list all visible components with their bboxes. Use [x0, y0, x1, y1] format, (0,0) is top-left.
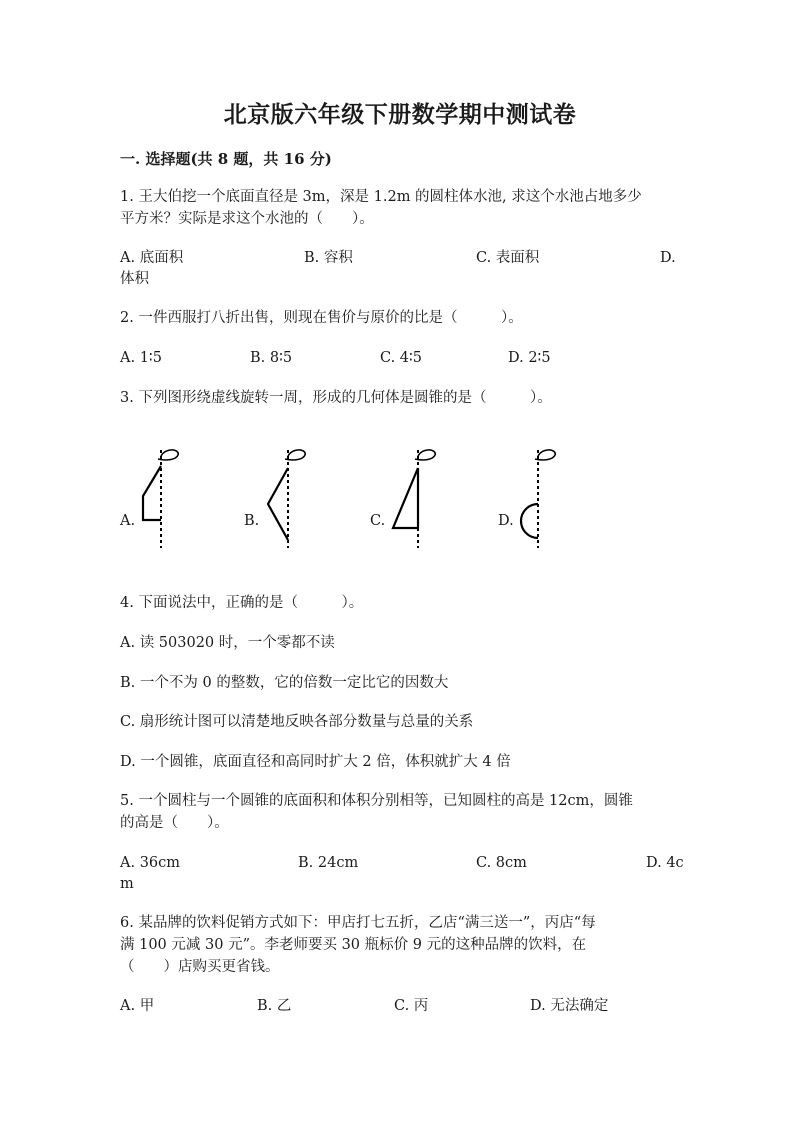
page-title: 北京版六年级下册数学期中测试卷 — [223, 101, 577, 128]
q4-option-b: B. 一个不为 0 的整数，它的倍数一定比它的因数大 — [120, 675, 449, 691]
q1-option-d: D. — [660, 250, 676, 266]
shape-a — [143, 466, 161, 520]
section-heading: 一. 选择题(共 8 题，共 16 分) — [120, 150, 332, 168]
q2-option-a: A. 1∶5 — [120, 350, 162, 366]
q5-line-2: 的高是（ ）。 — [120, 815, 229, 831]
q3-label-c: C. — [370, 513, 386, 529]
q6-line-1: 6. 某品牌的饮料促销方式如下：甲店打七五折，乙店“满三送一”，丙店“每 — [120, 915, 596, 931]
q1-option-a: A. 底面积 — [120, 250, 184, 266]
q4-option-a: A. 读 503020 时，一个零都不读 — [120, 635, 335, 651]
figure-d — [514, 446, 562, 550]
q5-line-1: 5. 一个圆柱与一个圆锥的底面积和体积分别相等，已知圆柱的高是 12cm，圆锥 — [120, 793, 633, 809]
figure-c — [388, 446, 436, 550]
q6-option-d: D. 无法确定 — [530, 998, 609, 1014]
q3-label-d: D. — [498, 513, 514, 529]
q6-option-c: C. 丙 — [394, 998, 429, 1014]
q6-option-b: B. 乙 — [257, 998, 292, 1014]
q3-text: 3. 下列图形绕虚线旋转一周，形成的几何体是圆锥的是（ ）。 — [120, 390, 552, 406]
q1-option-d-wrap: 体积 — [120, 271, 149, 287]
shape-d — [521, 504, 538, 538]
q5-option-b: B. 24cm — [298, 855, 359, 871]
q5-option-a: A. 36cm — [120, 855, 181, 871]
q4-option-d: D. 一个圆锥，底面直径和高同时扩大 2 倍，体积就扩大 4 倍 — [120, 754, 511, 770]
q2-option-b: B. 8∶5 — [250, 350, 293, 366]
figure-a — [136, 446, 184, 550]
figure-b — [262, 446, 310, 550]
q1-line-1: 1. 王大伯挖一个底面直径是 3m，深是 1.2m 的圆柱体水池, 求这个水池占地多少 — [120, 189, 642, 205]
q1-option-c: C. 表面积 — [476, 250, 540, 266]
q6-line-3: （ ）店购买更省钱。 — [120, 959, 280, 975]
shape-c — [393, 468, 418, 528]
q1-line-2: 平方米？实际是求这个水池的（ ）。 — [120, 211, 374, 227]
q2-option-d: D. 2∶5 — [508, 350, 551, 366]
q2-text: 2. 一件西服打八折出售，则现在售价与原价的比是（ ）。 — [120, 310, 523, 326]
q5-option-c: C. 8cm — [476, 855, 527, 871]
q5-option-d-wrap: m — [120, 876, 134, 892]
q1-option-b: B. 容积 — [304, 250, 353, 266]
q4-option-c: C. 扇形统计图可以清楚地反映各部分数量与总量的关系 — [120, 714, 474, 730]
q6-line-2: 满 100 元减 30 元”。李老师要买 30 瓶标价 9 元的这种品牌的饮料，在 — [120, 937, 587, 953]
q3-label-a: A. — [120, 513, 136, 529]
q3-label-b: B. — [244, 513, 260, 529]
q5-option-d: D. 4c — [646, 855, 684, 871]
q2-option-c: C. 4∶5 — [380, 350, 423, 366]
shape-b — [268, 468, 288, 540]
q4-text: 4. 下面说法中，正确的是（ ）。 — [120, 595, 364, 611]
q6-option-a: A. 甲 — [120, 998, 155, 1014]
